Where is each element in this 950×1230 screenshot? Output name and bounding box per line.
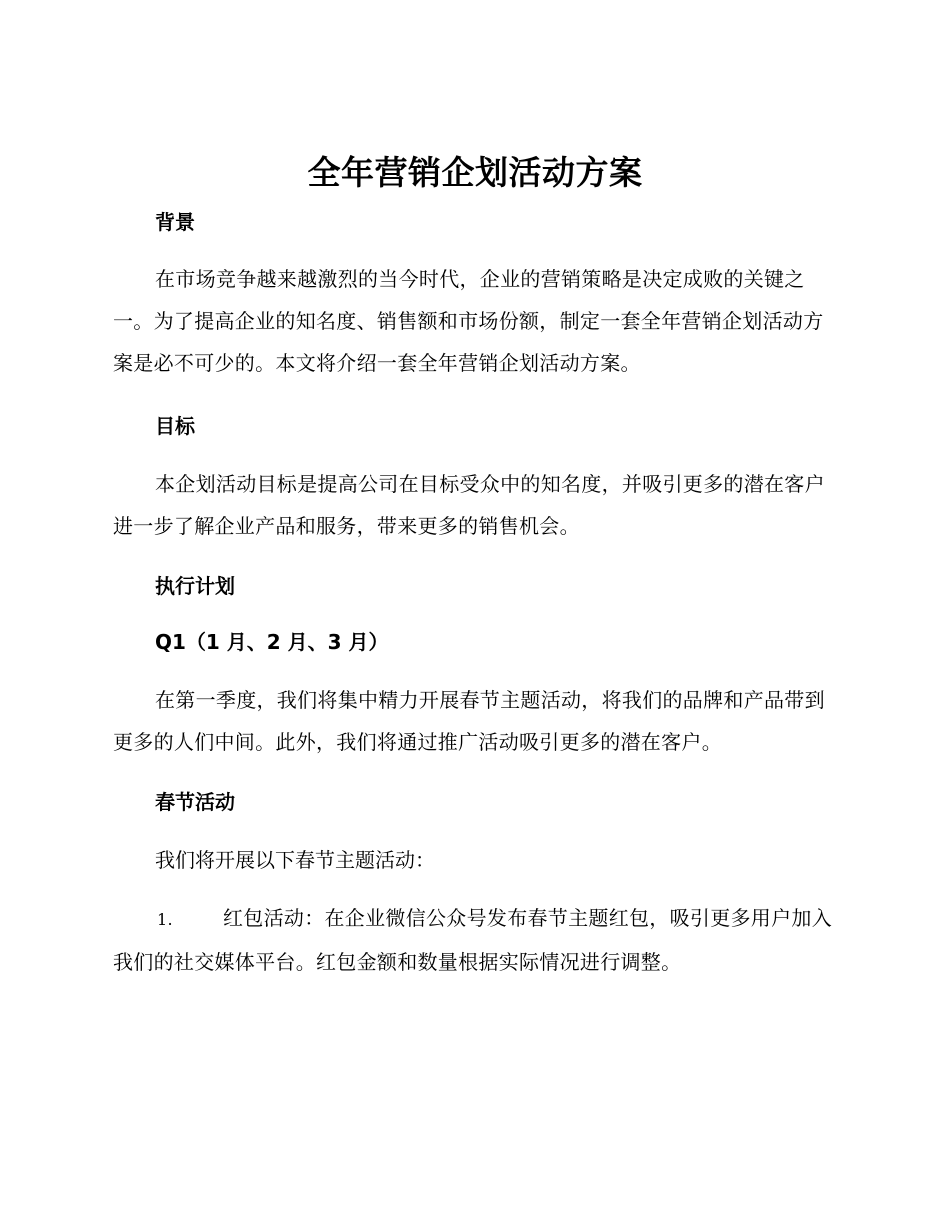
list-item [113,897,837,983]
paragraph-spring-intro: 我们将开展以下春节主题活动： [155,848,435,872]
list-item-number: 1. [157,910,173,929]
heading-plan: 执行计划 [155,574,235,598]
list-item-text: 红包活动：在企业微信公众号发布春节主题红包，吸引更多用户加入我们的社交媒体平台。红包金额和数量根据实际情况进行调整。 [113,906,832,974]
paragraph-goal: 本企划活动目标是提高公司在目标受众中的知名度，并吸引更多的潜在客户进一步了解企业产品和服务，带来更多的销售机会。 [113,472,825,538]
paragraph-q1: 在第一季度，我们将集中精力开展春节主题活动，将我们的品牌和产品带到更多的人们中间。此外，我们将通过推广活动吸引更多的潜在客户。 [113,688,825,754]
paragraph-background: 在市场竞争越来越激烈的当今时代，企业的营销策略是决定成败的关键之一。为了提高企业的知名度、销售额和市场份额，制定一套全年营销企划活动方案是必不可少的。本文将介绍一套全年营销企划活动方案。 [113,267,824,375]
heading-spring-festival: 春节活动 [155,790,235,814]
heading-background: 背景 [155,210,195,234]
heading-q1: Q1（1 月、2 月、3 月） [155,630,389,654]
document-title: 全年营销企划活动方案 [307,153,643,192]
heading-goal: 目标 [155,414,195,438]
